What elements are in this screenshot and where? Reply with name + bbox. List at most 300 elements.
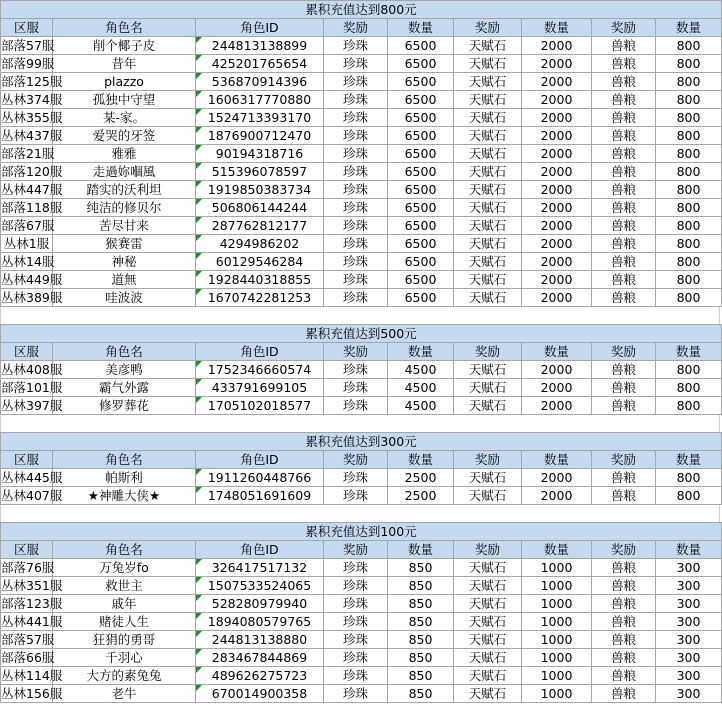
reward-2-cell[interactable]: 天赋石 xyxy=(454,361,522,379)
role-id-cell[interactable]: 1524713393170 xyxy=(196,109,324,127)
reward-3-cell[interactable]: 兽粮 xyxy=(592,127,656,145)
server-cell[interactable]: 丛林114服 xyxy=(1,668,63,683)
qty-3-cell[interactable]: 300 xyxy=(656,613,722,631)
qty-1-cell[interactable]: 6500 xyxy=(388,181,454,199)
qty-2-cell[interactable]: 2000 xyxy=(522,55,592,73)
qty-3-cell[interactable]: 800 xyxy=(656,37,722,55)
reward-1-cell[interactable]: 珍珠 xyxy=(324,289,388,307)
qty-1-cell[interactable]: 6500 xyxy=(388,127,454,145)
role-id-cell[interactable]: 1752346660574 xyxy=(196,361,324,379)
qty-1-cell[interactable]: 6500 xyxy=(388,55,454,73)
section-title[interactable]: 累积充值达到100元 xyxy=(1,523,722,541)
qty-2-cell[interactable]: 2000 xyxy=(522,397,592,415)
reward-1-cell[interactable]: 珍珠 xyxy=(324,235,388,253)
qty-1-cell[interactable]: 6500 xyxy=(388,289,454,307)
role-id-cell[interactable]: 528280979940 xyxy=(196,595,324,613)
reward-1-cell[interactable]: 珍珠 xyxy=(324,595,388,613)
table-row xyxy=(1,577,722,595)
reward-3-cell[interactable]: 兽粮 xyxy=(592,109,656,127)
server-cell[interactable]: 部落66服 xyxy=(1,650,55,665)
reward-1-cell[interactable]: 珍珠 xyxy=(324,271,388,289)
role-id-cell[interactable]: 244813138880 xyxy=(196,631,324,649)
reward-2-cell[interactable]: 天赋石 xyxy=(454,631,522,649)
server-cell[interactable]: 丛林1服 xyxy=(1,235,53,253)
reward-1-cell[interactable]: 珍珠 xyxy=(324,199,388,217)
qty-1-cell[interactable]: 4500 xyxy=(388,379,454,397)
table-row xyxy=(1,613,722,631)
role-name-cell[interactable]: 帕斯利 xyxy=(53,469,196,487)
reward-2-cell[interactable]: 天赋石 xyxy=(454,271,522,289)
column-header[interactable]: 角色名 xyxy=(53,541,196,559)
reward-3-cell[interactable]: 兽粮 xyxy=(592,91,656,109)
section-title[interactable]: 累积充值达到300元 xyxy=(1,433,722,451)
column-header[interactable]: 角色ID xyxy=(196,451,324,469)
reward-1-cell[interactable]: 珍珠 xyxy=(324,649,388,667)
server-cell[interactable]: 部落101服 xyxy=(1,380,63,395)
qty-2-cell[interactable]: 2000 xyxy=(522,487,592,505)
qty-2-cell[interactable]: 1000 xyxy=(522,595,592,613)
qty-2-cell[interactable]: 2000 xyxy=(522,469,592,487)
column-header[interactable]: 数量 xyxy=(522,541,592,559)
role-id-cell[interactable]: 4294986202 xyxy=(196,235,324,253)
reward-1-cell[interactable]: 珍珠 xyxy=(324,361,388,379)
server-cell[interactable]: 部落99服 xyxy=(1,56,55,71)
server-cell[interactable]: 丛林407服 xyxy=(1,488,63,503)
reward-1-cell[interactable]: 珍珠 xyxy=(324,631,388,649)
qty-3-cell[interactable]: 800 xyxy=(656,271,722,289)
section-title-row xyxy=(1,523,722,541)
qty-3-cell[interactable]: 800 xyxy=(656,127,722,145)
role-name-cell[interactable]: 修罗葬花 xyxy=(53,397,196,415)
reward-3-cell[interactable]: 兽粮 xyxy=(592,217,656,235)
role-id-cell[interactable]: 283467844869 xyxy=(196,649,324,667)
server-cell[interactable]: 丛林374服 xyxy=(1,92,63,107)
reward-3-cell[interactable]: 兽粮 xyxy=(592,199,656,217)
role-id-cell[interactable]: 244813138899 xyxy=(196,37,324,55)
reward-1-cell[interactable]: 珍珠 xyxy=(324,667,388,685)
qty-2-cell[interactable]: 1000 xyxy=(522,613,592,631)
role-name-cell[interactable]: 纯洁的修贝尔 xyxy=(53,199,196,217)
column-header[interactable]: 角色ID xyxy=(196,343,324,361)
reward-3-cell[interactable]: 兽粮 xyxy=(592,559,656,577)
server-cell[interactable]: 丛林447服 xyxy=(1,182,63,197)
server-cell[interactable]: 丛林351服 xyxy=(1,578,63,593)
qty-2-cell[interactable]: 2000 xyxy=(522,127,592,145)
qty-1-cell[interactable]: 6500 xyxy=(388,91,454,109)
reward-3-cell[interactable]: 兽粮 xyxy=(592,469,656,487)
reward-2-cell[interactable]: 天赋石 xyxy=(454,37,522,55)
reward-2-cell[interactable]: 天赋石 xyxy=(454,217,522,235)
role-id-cell[interactable]: 1894080579765 xyxy=(196,613,324,631)
role-name-cell[interactable]: 赌徒人生 xyxy=(53,613,196,631)
role-id-cell[interactable]: 1507533524065 xyxy=(196,577,324,595)
qty-1-cell[interactable]: 2500 xyxy=(388,469,454,487)
role-name-cell[interactable]: 削个椰子皮 xyxy=(53,37,196,55)
role-name-cell[interactable]: 大方的素兔兔 xyxy=(53,667,196,685)
column-header[interactable]: 区服 xyxy=(1,451,53,469)
qty-2-cell[interactable]: 1000 xyxy=(522,577,592,595)
reward-2-cell[interactable]: 天赋石 xyxy=(454,91,522,109)
qty-1-cell[interactable]: 850 xyxy=(388,595,454,613)
column-header[interactable]: 数量 xyxy=(656,451,722,469)
reward-3-cell[interactable]: 兽粮 xyxy=(592,649,656,667)
role-name-cell[interactable]: 昔年 xyxy=(53,55,196,73)
column-header[interactable]: 奖励 xyxy=(454,343,522,361)
qty-1-cell[interactable]: 6500 xyxy=(388,253,454,271)
qty-2-cell[interactable]: 2000 xyxy=(522,199,592,217)
role-id-cell[interactable]: 1670742281253 xyxy=(196,289,324,307)
qty-3-cell[interactable]: 800 xyxy=(656,199,722,217)
role-name-cell[interactable]: 老牛 xyxy=(53,685,196,703)
qty-2-cell[interactable]: 2000 xyxy=(522,271,592,289)
reward-2-cell[interactable]: 天赋石 xyxy=(454,397,522,415)
qty-3-cell[interactable]: 300 xyxy=(656,559,722,577)
column-header[interactable]: 数量 xyxy=(656,19,722,37)
role-id-cell[interactable]: 515396078597 xyxy=(196,163,324,181)
role-id-cell[interactable]: 1606317770880 xyxy=(196,91,324,109)
reward-3-cell[interactable]: 兽粮 xyxy=(592,487,656,505)
qty-2-cell[interactable]: 2000 xyxy=(522,361,592,379)
qty-2-cell[interactable]: 2000 xyxy=(522,73,592,91)
reward-1-cell[interactable]: 珍珠 xyxy=(324,379,388,397)
reward-1-cell[interactable]: 珍珠 xyxy=(324,559,388,577)
column-header[interactable]: 数量 xyxy=(388,343,454,361)
qty-3-cell[interactable]: 800 xyxy=(656,397,722,415)
reward-3-cell[interactable]: 兽粮 xyxy=(592,145,656,163)
column-header[interactable]: 角色名 xyxy=(53,343,196,361)
reward-2-cell[interactable]: 天赋石 xyxy=(454,613,522,631)
reward-1-cell[interactable]: 珍珠 xyxy=(324,73,388,91)
role-id-cell[interactable]: 1928440318855 xyxy=(196,271,324,289)
column-header[interactable]: 区服 xyxy=(1,541,53,559)
reward-3-cell[interactable]: 兽粮 xyxy=(592,37,656,55)
qty-3-cell[interactable]: 800 xyxy=(656,379,722,397)
qty-3-cell[interactable]: 800 xyxy=(656,73,722,91)
server-cell[interactable]: 部落57服 xyxy=(1,38,55,53)
server-cell[interactable]: 丛林437服 xyxy=(1,128,63,143)
column-header[interactable]: 数量 xyxy=(522,343,592,361)
table-row xyxy=(1,559,722,577)
role-name-cell[interactable]: 神秘 xyxy=(53,253,196,271)
qty-2-cell[interactable]: 2000 xyxy=(522,217,592,235)
qty-3-cell[interactable]: 300 xyxy=(656,667,722,685)
reward-2-cell[interactable]: 天赋石 xyxy=(454,289,522,307)
qty-2-cell[interactable]: 2000 xyxy=(522,163,592,181)
reward-2-cell[interactable]: 天赋石 xyxy=(454,181,522,199)
reward-1-cell[interactable]: 珍珠 xyxy=(324,109,388,127)
qty-1-cell[interactable]: 6500 xyxy=(388,73,454,91)
qty-3-cell[interactable]: 300 xyxy=(656,649,722,667)
column-header[interactable]: 数量 xyxy=(522,19,592,37)
reward-1-cell[interactable]: 珍珠 xyxy=(324,127,388,145)
reward-3-cell[interactable]: 兽粮 xyxy=(592,577,656,595)
server-cell[interactable]: 丛林397服 xyxy=(1,398,63,413)
role-name-cell[interactable]: 万兔岁fo xyxy=(53,559,196,577)
role-name-cell[interactable]: 走過妳嗰風 xyxy=(53,163,196,181)
qty-1-cell[interactable]: 6500 xyxy=(388,199,454,217)
reward-2-cell[interactable]: 天赋石 xyxy=(454,145,522,163)
qty-3-cell[interactable]: 800 xyxy=(656,109,722,127)
reward-2-cell[interactable]: 天赋石 xyxy=(454,253,522,271)
column-header[interactable]: 角色ID xyxy=(196,541,324,559)
qty-3-cell[interactable]: 300 xyxy=(656,685,722,703)
reward-3-cell[interactable]: 兽粮 xyxy=(592,685,656,703)
role-name-cell[interactable]: plazzo xyxy=(53,73,196,91)
qty-3-cell[interactable]: 300 xyxy=(656,631,722,649)
reward-2-cell[interactable]: 天赋石 xyxy=(454,73,522,91)
qty-1-cell[interactable]: 850 xyxy=(388,685,454,703)
table-row xyxy=(1,127,722,145)
qty-2-cell[interactable]: 2000 xyxy=(522,379,592,397)
qty-1-cell[interactable]: 2500 xyxy=(388,487,454,505)
reward-3-cell[interactable]: 兽粮 xyxy=(592,235,656,253)
column-header[interactable]: 奖励 xyxy=(324,541,388,559)
role-name-cell[interactable]: 哇波波 xyxy=(53,289,196,307)
reward-1-cell[interactable]: 珍珠 xyxy=(324,613,388,631)
qty-3-cell[interactable]: 800 xyxy=(656,253,722,271)
qty-3-cell[interactable]: 800 xyxy=(656,181,722,199)
reward-1-cell[interactable]: 珍珠 xyxy=(324,145,388,163)
reward-2-cell[interactable]: 天赋石 xyxy=(454,595,522,613)
role-name-cell[interactable]: 美彦鸭 xyxy=(53,361,196,379)
qty-2-cell[interactable]: 2000 xyxy=(522,289,592,307)
reward-3-cell[interactable]: 兽粮 xyxy=(592,163,656,181)
qty-1-cell[interactable]: 6500 xyxy=(388,163,454,181)
column-header[interactable]: 数量 xyxy=(656,541,722,559)
reward-3-cell[interactable]: 兽粮 xyxy=(592,253,656,271)
qty-2-cell[interactable]: 2000 xyxy=(522,145,592,163)
reward-2-cell[interactable]: 天赋石 xyxy=(454,199,522,217)
qty-1-cell[interactable]: 6500 xyxy=(388,217,454,235)
reward-3-cell[interactable]: 兽粮 xyxy=(592,379,656,397)
column-header[interactable]: 区服 xyxy=(1,19,53,37)
reward-2-cell[interactable]: 天赋石 xyxy=(454,55,522,73)
column-header[interactable]: 数量 xyxy=(522,451,592,469)
column-header[interactable]: 奖励 xyxy=(592,343,656,361)
role-name-cell[interactable]: ★神雕大侠★ xyxy=(53,487,196,505)
qty-2-cell[interactable]: 2000 xyxy=(522,235,592,253)
role-name-cell[interactable]: 道無 xyxy=(53,271,196,289)
reward-2-cell[interactable]: 天赋石 xyxy=(454,559,522,577)
server-cell[interactable]: 部落125服 xyxy=(1,74,63,89)
role-name-cell[interactable]: 苦尽甘来 xyxy=(53,217,196,235)
qty-3-cell[interactable]: 800 xyxy=(656,217,722,235)
role-id-cell[interactable]: 425201765654 xyxy=(196,55,324,73)
qty-1-cell[interactable]: 850 xyxy=(388,649,454,667)
qty-1-cell[interactable]: 850 xyxy=(388,667,454,685)
column-header[interactable]: 奖励 xyxy=(454,19,522,37)
reward-3-cell[interactable]: 兽粮 xyxy=(592,181,656,199)
qty-3-cell[interactable]: 800 xyxy=(656,235,722,253)
role-name-cell[interactable]: 爱哭的牙签 xyxy=(53,127,196,145)
role-id-cell[interactable]: 1876900712470 xyxy=(196,127,324,145)
qty-1-cell[interactable]: 6500 xyxy=(388,271,454,289)
column-header[interactable]: 奖励 xyxy=(324,19,388,37)
reward-2-cell[interactable]: 天赋石 xyxy=(454,109,522,127)
reward-2-cell[interactable]: 天赋石 xyxy=(454,649,522,667)
role-name-cell[interactable]: 霸气外露 xyxy=(53,379,196,397)
role-id-cell[interactable]: 1911260448766 xyxy=(196,469,324,487)
qty-1-cell[interactable]: 6500 xyxy=(388,235,454,253)
qty-1-cell[interactable]: 850 xyxy=(388,631,454,649)
reward-3-cell[interactable]: 兽粮 xyxy=(592,271,656,289)
role-name-cell[interactable]: 雅雅 xyxy=(53,145,196,163)
reward-3-cell[interactable]: 兽粮 xyxy=(592,595,656,613)
reward-1-cell[interactable]: 珍珠 xyxy=(324,253,388,271)
role-id-cell[interactable]: 433791699105 xyxy=(196,379,324,397)
qty-2-cell[interactable]: 1000 xyxy=(522,559,592,577)
reward-1-cell[interactable]: 珍珠 xyxy=(324,577,388,595)
column-header[interactable]: 奖励 xyxy=(454,451,522,469)
reward-1-cell[interactable]: 珍珠 xyxy=(324,469,388,487)
server-cell[interactable]: 部落21服 xyxy=(1,146,55,161)
qty-3-cell[interactable]: 800 xyxy=(656,145,722,163)
qty-2-cell[interactable]: 1000 xyxy=(522,685,592,703)
reward-1-cell[interactable]: 珍珠 xyxy=(324,487,388,505)
qty-1-cell[interactable]: 6500 xyxy=(388,109,454,127)
qty-1-cell[interactable]: 4500 xyxy=(388,397,454,415)
server-cell[interactable]: 部落57服 xyxy=(1,632,55,647)
reward-2-cell[interactable]: 天赋石 xyxy=(454,685,522,703)
role-id-cell[interactable]: 326417517132 xyxy=(196,559,324,577)
reward-3-cell[interactable]: 兽粮 xyxy=(592,397,656,415)
column-header[interactable]: 奖励 xyxy=(324,451,388,469)
qty-3-cell[interactable]: 800 xyxy=(656,289,722,307)
section-title[interactable]: 累积充值达到800元 xyxy=(1,1,722,19)
reward-3-cell[interactable]: 兽粮 xyxy=(592,631,656,649)
server-cell[interactable]: 丛林441服 xyxy=(1,614,63,629)
column-header[interactable]: 角色ID xyxy=(196,19,324,37)
qty-1-cell[interactable]: 850 xyxy=(388,613,454,631)
qty-3-cell[interactable]: 800 xyxy=(656,163,722,181)
column-header[interactable]: 奖励 xyxy=(592,541,656,559)
role-name-cell[interactable]: 戚年 xyxy=(53,595,196,613)
reward-2-cell[interactable]: 天赋石 xyxy=(454,487,522,505)
qty-2-cell[interactable]: 1000 xyxy=(522,631,592,649)
column-header[interactable]: 奖励 xyxy=(592,19,656,37)
reward-3-cell[interactable]: 兽粮 xyxy=(592,55,656,73)
server-cell[interactable]: 丛林449服 xyxy=(1,272,63,287)
qty-1-cell[interactable]: 850 xyxy=(388,577,454,595)
server-cell[interactable]: 部落76服 xyxy=(1,560,55,575)
reward-1-cell[interactable]: 珍珠 xyxy=(324,55,388,73)
qty-2-cell[interactable]: 2000 xyxy=(522,91,592,109)
role-id-cell[interactable]: 536870914396 xyxy=(196,73,324,91)
column-header[interactable]: 奖励 xyxy=(324,343,388,361)
role-name-cell[interactable]: 千羽心 xyxy=(53,649,196,667)
qty-1-cell[interactable]: 6500 xyxy=(388,145,454,163)
column-header[interactable]: 奖励 xyxy=(454,541,522,559)
role-name-cell[interactable]: 救世主 xyxy=(53,577,196,595)
reward-2-cell[interactable]: 天赋石 xyxy=(454,667,522,685)
column-header[interactable]: 数量 xyxy=(656,343,722,361)
qty-3-cell[interactable]: 300 xyxy=(656,577,722,595)
reward-1-cell[interactable]: 珍珠 xyxy=(324,685,388,703)
qty-1-cell[interactable]: 4500 xyxy=(388,361,454,379)
section-title[interactable]: 累积充值达到500元 xyxy=(1,325,722,343)
role-id-cell[interactable]: 670014900358 xyxy=(196,685,324,703)
reward-2-cell[interactable]: 天赋石 xyxy=(454,235,522,253)
role-name-cell[interactable]: 狂狷的勇哥 xyxy=(53,631,196,649)
role-name-cell[interactable]: 某-家。 xyxy=(53,109,196,127)
reward-1-cell[interactable]: 珍珠 xyxy=(324,217,388,235)
server-cell[interactable]: 部落118服 xyxy=(1,200,63,215)
role-id-cell[interactable]: 287762812177 xyxy=(196,217,324,235)
server-cell[interactable]: 丛林389服 xyxy=(1,290,63,305)
reward-2-cell[interactable]: 天赋石 xyxy=(454,127,522,145)
role-id-cell[interactable]: 1748051691609 xyxy=(196,487,324,505)
reward-1-cell[interactable]: 珍珠 xyxy=(324,397,388,415)
reward-2-cell[interactable]: 天赋石 xyxy=(454,469,522,487)
column-header[interactable]: 奖励 xyxy=(592,451,656,469)
reward-3-cell[interactable]: 兽粮 xyxy=(592,613,656,631)
role-id-cell[interactable]: 506806144244 xyxy=(196,199,324,217)
column-header[interactable]: 区服 xyxy=(1,343,53,361)
reward-1-cell[interactable]: 珍珠 xyxy=(324,37,388,55)
reward-2-cell[interactable]: 天赋石 xyxy=(454,379,522,397)
reward-3-cell[interactable]: 兽粮 xyxy=(592,289,656,307)
role-id-cell[interactable]: 60129546284 xyxy=(196,253,324,271)
qty-2-cell[interactable]: 1000 xyxy=(522,667,592,685)
server-cell[interactable]: 丛林445服 xyxy=(1,470,63,485)
qty-3-cell[interactable]: 300 xyxy=(656,595,722,613)
reward-3-cell[interactable]: 兽粮 xyxy=(592,73,656,91)
server-cell[interactable]: 部落120服 xyxy=(1,164,63,179)
reward-1-cell[interactable]: 珍珠 xyxy=(324,163,388,181)
qty-2-cell[interactable]: 2000 xyxy=(522,109,592,127)
qty-3-cell[interactable]: 800 xyxy=(656,361,722,379)
column-header[interactable]: 数量 xyxy=(388,19,454,37)
role-id-cell[interactable]: 489626275723 xyxy=(196,667,324,685)
qty-1-cell[interactable]: 850 xyxy=(388,559,454,577)
reward-2-cell[interactable]: 天赋石 xyxy=(454,163,522,181)
role-name-cell[interactable]: 猴赛雷 xyxy=(53,235,196,253)
server-cell[interactable]: 部落123服 xyxy=(1,596,63,611)
server-cell[interactable]: 丛林14服 xyxy=(1,254,55,269)
qty-3-cell[interactable]: 800 xyxy=(656,55,722,73)
role-id-cell[interactable]: 1919850383734 xyxy=(196,181,324,199)
role-id-cell[interactable]: 90194318716 xyxy=(196,145,324,163)
reward-1-cell[interactable]: 珍珠 xyxy=(324,91,388,109)
reward-3-cell[interactable]: 兽粮 xyxy=(592,667,656,685)
qty-2-cell[interactable]: 2000 xyxy=(522,181,592,199)
column-header[interactable]: 数量 xyxy=(388,541,454,559)
table-row xyxy=(1,685,722,703)
qty-2-cell[interactable]: 2000 xyxy=(522,37,592,55)
server-cell[interactable]: 丛林156服 xyxy=(1,686,63,701)
column-header[interactable]: 角色名 xyxy=(53,451,196,469)
qty-3-cell[interactable]: 800 xyxy=(656,487,722,505)
role-name-cell[interactable]: 踏实的沃利坦 xyxy=(53,181,196,199)
role-id-cell[interactable]: 1705102018577 xyxy=(196,397,324,415)
qty-3-cell[interactable]: 800 xyxy=(656,91,722,109)
role-name-cell[interactable]: 孤独中守望 xyxy=(53,91,196,109)
qty-2-cell[interactable]: 2000 xyxy=(522,253,592,271)
server-cell[interactable]: 部落67服 xyxy=(1,218,55,233)
server-cell[interactable]: 丛林408服 xyxy=(1,362,63,377)
qty-2-cell[interactable]: 1000 xyxy=(522,649,592,667)
column-header[interactable]: 角色名 xyxy=(53,19,196,37)
qty-1-cell[interactable]: 6500 xyxy=(388,37,454,55)
table-row xyxy=(1,199,722,217)
header-row xyxy=(1,451,722,469)
column-header[interactable]: 数量 xyxy=(388,451,454,469)
server-cell[interactable]: 丛林355服 xyxy=(1,110,63,125)
qty-3-cell[interactable]: 800 xyxy=(656,469,722,487)
reward-2-cell[interactable]: 天赋石 xyxy=(454,577,522,595)
reward-3-cell[interactable]: 兽粮 xyxy=(592,361,656,379)
reward-1-cell[interactable]: 珍珠 xyxy=(324,181,388,199)
